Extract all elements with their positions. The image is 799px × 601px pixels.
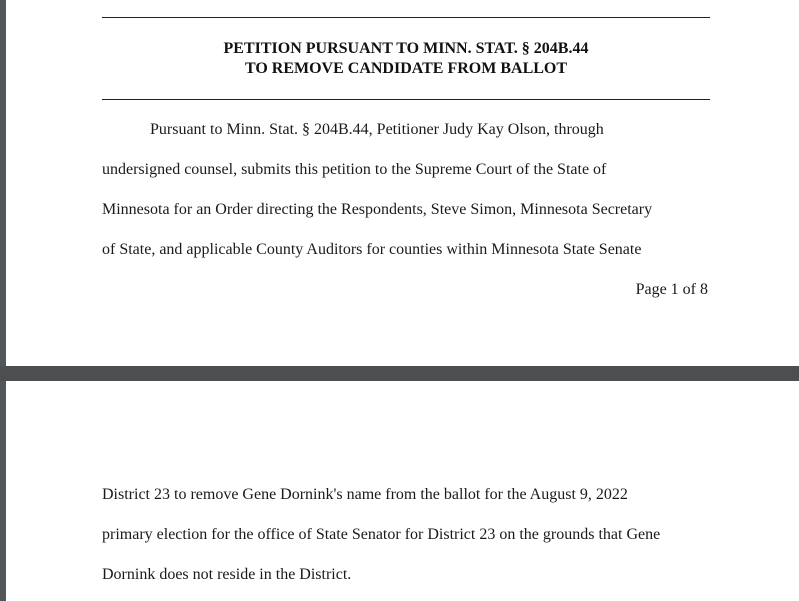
caption-line-1: PETITION PURSUANT TO MINN. STAT. § 204B.44 <box>223 40 589 57</box>
body-text-line: undersigned counsel, submits this petition to the Supreme Court of the State of <box>102 161 607 178</box>
page-number: Page 1 of 8 <box>635 281 708 298</box>
caption-line-2: TO REMOVE CANDIDATE FROM BALLOT <box>244 60 568 77</box>
caption-bottom-rule <box>102 99 710 100</box>
document-page-2 <box>6 381 799 601</box>
body-text-line: Minnesota for an Order directing the Respondents, Steve Simon, Minnesota Secretary <box>102 201 653 218</box>
body-text-line: Pursuant to Minn. Stat. § 204B.44, Petitioner Judy Kay Olson, through <box>150 121 604 138</box>
body-text-line: Dornink does not reside in the District. <box>102 566 352 583</box>
caption-top-rule <box>102 17 710 18</box>
body-text-line: primary election for the office of State Senator for District 23 on the grounds that Gene <box>102 526 661 543</box>
page-gap <box>0 366 799 381</box>
petition-caption <box>102 39 710 79</box>
body-text-line: of State, and applicable County Auditors for counties within Minnesota State Senate <box>102 241 642 258</box>
document-page-1 <box>6 0 799 366</box>
body-text-line: District 23 to remove Gene Dornink's name from the ballot for the August 9, 2022 <box>102 486 628 503</box>
